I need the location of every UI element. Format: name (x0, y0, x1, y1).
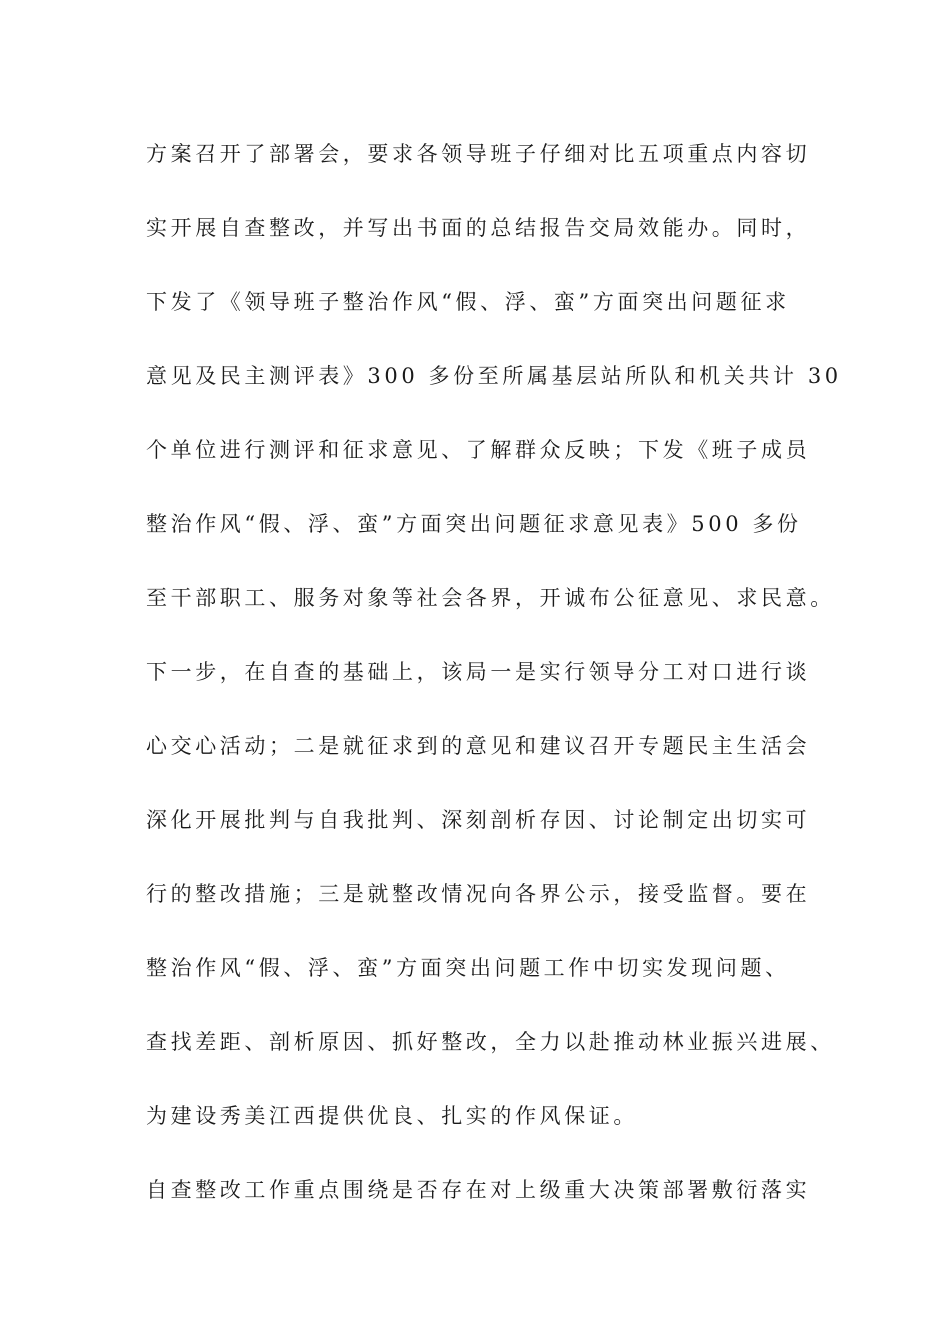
text-line: 个单位进行测评和征求意见、了解群众反映；下发《班子成员 (146, 438, 811, 462)
text-line: 实开展自查整改，并写出书面的总结报告交局效能办。同时， (146, 216, 811, 240)
text-line: 方案召开了部署会，要求各领导班子仔细对比五项重点内容切 (146, 142, 811, 166)
text-line: 至干部职工、服务对象等社会各界，开诚布公征意见、求民意。 (146, 586, 835, 610)
text-line: 行的整改措施；三是就整改情况向各界公示，接受监督。要在 (146, 882, 811, 906)
text-line: 为建设秀美江西提供优良、扎实的作风保证。 (146, 1104, 638, 1128)
text-line: 下一步，在自查的基础上，该局一是实行领导分工对口进行谈 (146, 660, 811, 684)
text-line: 整治作风“假、浮、蛮”方面突出问题工作中切实发现问题、 (146, 956, 790, 980)
text-line: 整治作风“假、浮、蛮”方面突出问题征求意见表》500 多份 (146, 512, 802, 536)
text-line: 下发了《领导班子整治作风“假、浮、蛮”方面突出问题征求 (146, 290, 790, 314)
text-line: 查找差距、剖析原因、抓好整改，全力以赴推动林业振兴进展、 (146, 1030, 835, 1054)
body-text (146, 132, 846, 1242)
text-line: 深化开展批判与自我批判、深刻剖析存因、讨论制定出切实可 (146, 808, 811, 832)
text-line: 自查整改工作重点围绕是否存在对上级重大决策部署敷衍落实 (146, 1178, 811, 1202)
text-line: 心交心活动；二是就征求到的意见和建议召开专题民主生活会 (146, 734, 811, 758)
text-line: 意见及民主测评表》300 多份至所属基层站所队和机关共计 30 (146, 364, 842, 388)
